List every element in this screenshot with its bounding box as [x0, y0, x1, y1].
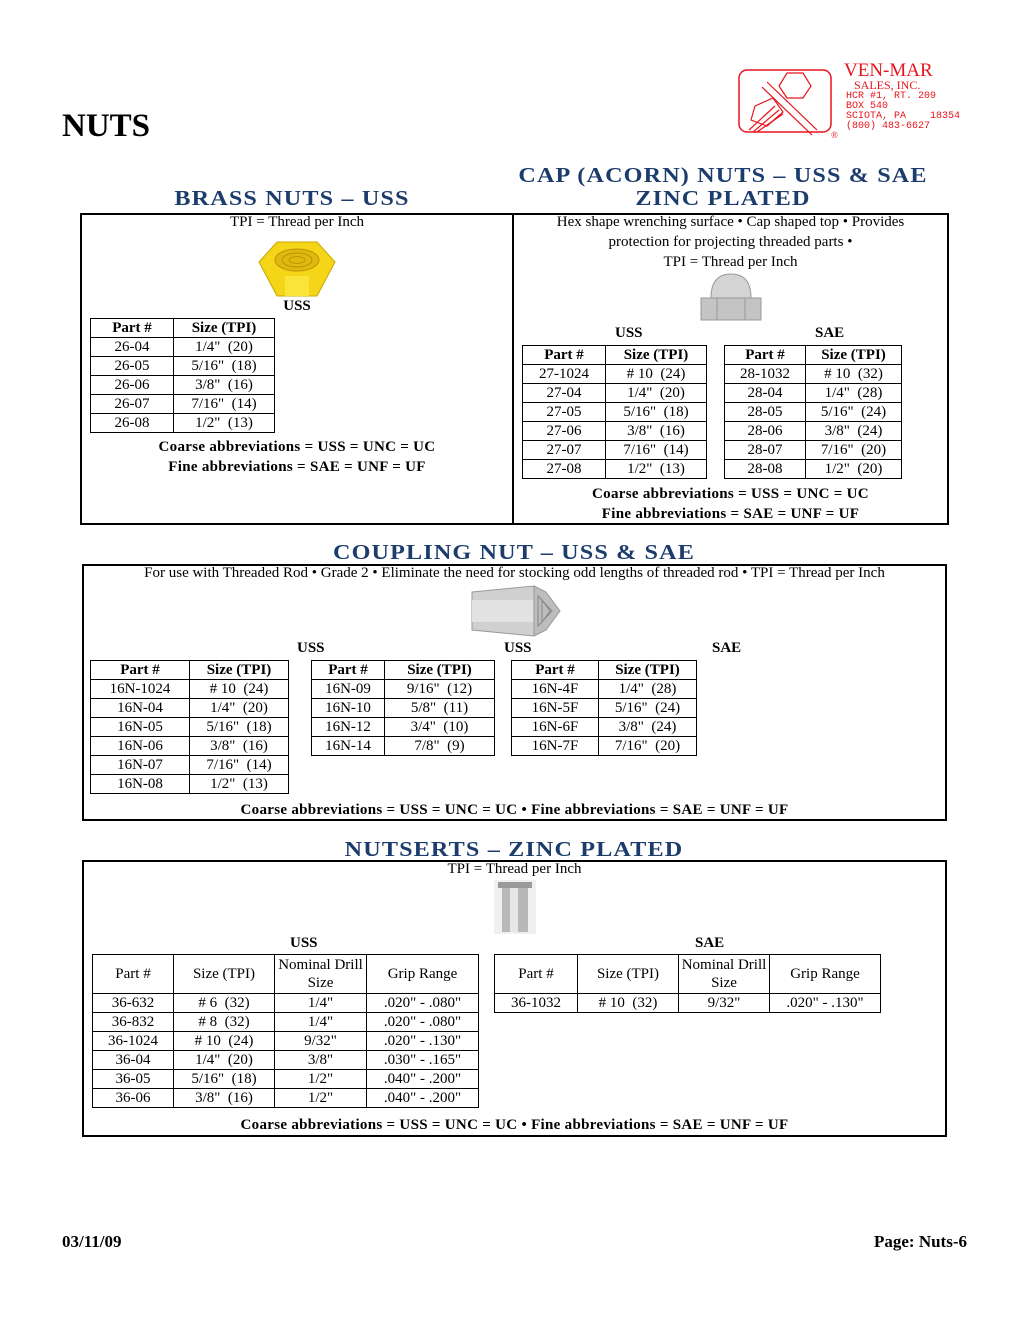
- table-row: [91, 699, 289, 718]
- table-cell: 16N-7F: [512, 737, 599, 756]
- table-cell: 16N-6F: [512, 718, 599, 737]
- table-cell: 16N-09: [312, 680, 385, 699]
- table-cell: 7/8" (9): [385, 737, 495, 756]
- brass-fine-note: Fine abbreviations = SAE = UNF = UF: [168, 459, 426, 475]
- cap-coarse-note: Coarse abbreviations = USS = UNC = UC: [592, 486, 869, 502]
- table-cell: 3/4" (10): [385, 718, 495, 737]
- header-row: [93, 955, 479, 994]
- header-row: [495, 955, 881, 994]
- table-row: [512, 680, 697, 699]
- table-cell: 27-06: [523, 422, 606, 441]
- cap-uss-label: USS: [615, 325, 643, 341]
- table-cell: 36-1032: [495, 994, 578, 1013]
- column-header: Size (TPI): [190, 661, 289, 680]
- table-row: [91, 775, 289, 794]
- coupling-nut-image: [470, 584, 562, 638]
- table-cell: # 10 (32): [806, 365, 902, 384]
- table-cell: 7/16" (14): [174, 395, 275, 414]
- table-cell: 28-1032: [725, 365, 806, 384]
- header-row: [725, 346, 902, 365]
- coupling-abbr-note: Coarse abbreviations = USS = UNC = UC • Fine abbreviations = SAE = UNF = UF: [240, 802, 789, 818]
- table-row: [312, 680, 495, 699]
- table-cell: 28-04: [725, 384, 806, 403]
- table-cell: 3/8" (24): [806, 422, 902, 441]
- table-cell: 36-832: [93, 1013, 174, 1032]
- table-row: [93, 1089, 479, 1108]
- cap-desc-line3: TPI = Thread per Inch: [663, 254, 798, 270]
- column-header: Size (TPI): [806, 346, 902, 365]
- logo-name: VEN-MAR: [844, 60, 933, 81]
- column-header: Part #: [93, 955, 174, 994]
- table-cell: 36-1024: [93, 1032, 174, 1051]
- nutserts-sae-label: SAE: [695, 935, 725, 951]
- coupling-label-sae: SAE: [712, 640, 742, 656]
- table-cell: .020" - .130": [367, 1032, 479, 1051]
- table-cell: 26-06: [91, 376, 174, 395]
- table-row: [725, 403, 902, 422]
- table-cell: 1/4" (28): [806, 384, 902, 403]
- table-cell: 26-08: [91, 414, 174, 433]
- coupling-table-3: [511, 660, 697, 756]
- cap-sae-table: [724, 345, 902, 479]
- table-row: [523, 422, 707, 441]
- coupling-desc: For use with Threaded Rod • Grade 2 • Eliminate the need for stocking odd lengths of threaded rod • TPI = Thread per Inch: [144, 565, 885, 581]
- table-row: [91, 357, 275, 376]
- table-row: [93, 1032, 479, 1051]
- table-row: [91, 338, 275, 357]
- cap-desc-line2: protection for projecting threaded parts •: [608, 234, 853, 250]
- table-cell: .040" - .200": [367, 1089, 479, 1108]
- table-row: [91, 737, 289, 756]
- table-cell: 7/16" (14): [190, 756, 289, 775]
- table-cell: .030" - .165": [367, 1051, 479, 1070]
- table-cell: 27-08: [523, 460, 606, 479]
- table-row: [93, 1051, 479, 1070]
- cap-heading-line1: CAP (ACORN) NUTS – USS & SAE: [518, 163, 928, 187]
- table-cell: 5/16" (24): [806, 403, 902, 422]
- coupling-label-uss-1: USS: [297, 640, 325, 656]
- table-row: [523, 460, 707, 479]
- table-row: [725, 384, 902, 403]
- table-cell: .020" - .130": [770, 994, 881, 1013]
- table-cell: # 10 (24): [190, 680, 289, 699]
- coupling-heading: COUPLING NUT – USS & SAE: [333, 540, 695, 564]
- table-cell: 16N-14: [312, 737, 385, 756]
- logo-line3: BOX 540: [846, 101, 889, 112]
- brass-image-label: USS: [283, 298, 311, 314]
- footer-date: 03/11/09: [62, 1232, 122, 1251]
- acorn-nut-image: [699, 272, 763, 322]
- table-cell: 36-05: [93, 1070, 174, 1089]
- column-header: Size (TPI): [599, 661, 697, 680]
- table-row: [523, 441, 707, 460]
- brass-coarse-note: Coarse abbreviations = USS = UNC = UC: [158, 439, 436, 455]
- table-cell: 28-05: [725, 403, 806, 422]
- table-cell: 16N-08: [91, 775, 190, 794]
- table-cell: 3/8" (16): [174, 376, 275, 395]
- table-cell: 5/16" (18): [174, 357, 275, 376]
- table-row: [725, 422, 902, 441]
- header-row: [512, 661, 697, 680]
- table-cell: 1/2" (13): [190, 775, 289, 794]
- nutsert-image: [494, 880, 536, 934]
- column-header: Part #: [512, 661, 599, 680]
- table-cell: 16N-1024: [91, 680, 190, 699]
- table-cell: 16N-4F: [512, 680, 599, 699]
- table-cell: 36-632: [93, 994, 174, 1013]
- table-cell: .020" - .080": [367, 994, 479, 1013]
- table-cell: # 8 (32): [174, 1013, 275, 1032]
- column-header: Part #: [91, 661, 190, 680]
- table-cell: 27-1024: [523, 365, 606, 384]
- table-cell: 1/4" (20): [174, 338, 275, 357]
- bolt-logo-icon: [737, 68, 837, 144]
- table-cell: 16N-04: [91, 699, 190, 718]
- cap-fine-note: Fine abbreviations = SAE = UNF = UF: [601, 506, 860, 522]
- table-cell: 36-06: [93, 1089, 174, 1108]
- svg-text:®: ®: [831, 130, 838, 140]
- table-row: [93, 1070, 479, 1089]
- table-row: [523, 384, 707, 403]
- table-row: [312, 737, 495, 756]
- column-header: Size (TPI): [606, 346, 707, 365]
- nutserts-sae-table: [494, 954, 881, 1013]
- table-cell: 1/2": [275, 1089, 367, 1108]
- table-row: [91, 395, 275, 414]
- brass-table: [90, 318, 275, 433]
- table-row: [91, 680, 289, 699]
- column-header: Part #: [725, 346, 806, 365]
- logo-line1: SALES, INC.: [854, 78, 921, 92]
- cap-uss-table: [522, 345, 707, 479]
- table-row: [512, 718, 697, 737]
- table-cell: 28-08: [725, 460, 806, 479]
- table-cell: 9/16" (12): [385, 680, 495, 699]
- brass-nut-image: [257, 240, 337, 298]
- table-row: [91, 718, 289, 737]
- table-cell: 3/8" (24): [599, 718, 697, 737]
- column-header: Part #: [495, 955, 578, 994]
- logo-line4: SCIOTA, PA 18354: [846, 111, 961, 122]
- table-cell: 16N-07: [91, 756, 190, 775]
- table-cell: .020" - .080": [367, 1013, 479, 1032]
- nutserts-uss-label: USS: [290, 935, 318, 951]
- column-header: Grip Range: [770, 955, 881, 994]
- table-row: [725, 460, 902, 479]
- table-cell: 3/8" (16): [190, 737, 289, 756]
- table-cell: 1/4": [275, 1013, 367, 1032]
- table-row: [93, 994, 479, 1013]
- table-cell: .040" - .200": [367, 1070, 479, 1089]
- table-cell: 26-05: [91, 357, 174, 376]
- table-row: [512, 699, 697, 718]
- table-cell: 28-06: [725, 422, 806, 441]
- table-cell: 28-07: [725, 441, 806, 460]
- footer-page: Page: Nuts-6: [873, 1232, 967, 1251]
- table-cell: # 6 (32): [174, 994, 275, 1013]
- table-row: [312, 718, 495, 737]
- table-cell: 27-05: [523, 403, 606, 422]
- cap-desc-line1: Hex shape wrenching surface • Cap shaped top • Provides: [556, 214, 905, 230]
- table-cell: 7/16" (14): [606, 441, 707, 460]
- table-cell: 1/4" (28): [599, 680, 697, 699]
- table-cell: 27-04: [523, 384, 606, 403]
- table-cell: 36-04: [93, 1051, 174, 1070]
- table-cell: 1/2" (20): [806, 460, 902, 479]
- nutserts-heading: NUTSERTS – ZINC PLATED: [344, 837, 684, 861]
- table-cell: 1/2" (13): [174, 414, 275, 433]
- nutserts-uss-table: [92, 954, 479, 1108]
- table-cell: 5/8" (11): [385, 699, 495, 718]
- logo-line5: (800) 483-6627: [846, 121, 931, 132]
- table-cell: 1/2": [275, 1070, 367, 1089]
- table-cell: 1/4" (20): [606, 384, 707, 403]
- table-cell: 16N-10: [312, 699, 385, 718]
- table-cell: 5/16" (18): [174, 1070, 275, 1089]
- logo-line2: HCR #1, RT. 209: [846, 91, 937, 102]
- table-cell: 7/16" (20): [806, 441, 902, 460]
- table-row: [725, 441, 902, 460]
- table-cell: 5/16" (18): [606, 403, 707, 422]
- cap-sae-label: SAE: [815, 325, 845, 341]
- table-cell: 9/32": [679, 994, 770, 1013]
- table-row: [91, 376, 275, 395]
- nutserts-tpi-note: TPI = Thread per Inch: [447, 861, 582, 877]
- cap-heading-line2: ZINC PLATED: [635, 186, 811, 210]
- page-title: NUTS: [62, 108, 151, 144]
- nutserts-abbr-note: Coarse abbreviations = USS = UNC = UC • Fine abbreviations = SAE = UNF = UF: [240, 1117, 789, 1133]
- table-row: [725, 365, 902, 384]
- brass-heading: BRASS NUTS – USS: [174, 186, 410, 210]
- table-row: [91, 414, 275, 433]
- coupling-table-2: [311, 660, 495, 756]
- table-cell: 3/8": [275, 1051, 367, 1070]
- coupling-label-uss-2: USS: [504, 640, 532, 656]
- column-header: Size (TPI): [578, 955, 679, 994]
- table-cell: 9/32": [275, 1032, 367, 1051]
- table-cell: 16N-5F: [512, 699, 599, 718]
- column-header: Size (TPI): [385, 661, 495, 680]
- column-header: Grip Range: [367, 955, 479, 994]
- logo: [737, 60, 959, 140]
- table-row: [495, 994, 881, 1013]
- coupling-table-1: [90, 660, 289, 794]
- brass-tpi-note: TPI = Thread per Inch: [230, 214, 364, 230]
- table-cell: 3/8" (16): [606, 422, 707, 441]
- table-cell: 1/4" (20): [190, 699, 289, 718]
- table-cell: # 10 (24): [606, 365, 707, 384]
- column-header: Nominal Drill Size: [679, 955, 770, 994]
- table-row: [91, 756, 289, 775]
- table-cell: 5/16" (24): [599, 699, 697, 718]
- table-cell: 16N-12: [312, 718, 385, 737]
- table-cell: 16N-06: [91, 737, 190, 756]
- table-cell: # 10 (24): [174, 1032, 275, 1051]
- table-row: [512, 737, 697, 756]
- header-row: [91, 661, 289, 680]
- header-row: [523, 346, 707, 365]
- table-cell: 7/16" (20): [599, 737, 697, 756]
- table-cell: 26-04: [91, 338, 174, 357]
- column-header: Nominal Drill Size: [275, 955, 367, 994]
- table-cell: 16N-05: [91, 718, 190, 737]
- table-cell: 27-07: [523, 441, 606, 460]
- column-header: Size (TPI): [174, 319, 275, 338]
- header-row: [312, 661, 495, 680]
- table-cell: 1/4": [275, 994, 367, 1013]
- table-row: [93, 1013, 479, 1032]
- table-cell: 1/4" (20): [174, 1051, 275, 1070]
- column-header: Part #: [312, 661, 385, 680]
- table-cell: 1/2" (13): [606, 460, 707, 479]
- table-row: [523, 403, 707, 422]
- table-cell: 26-07: [91, 395, 174, 414]
- table-row: [523, 365, 707, 384]
- header-row: [91, 319, 275, 338]
- column-header: Part #: [523, 346, 606, 365]
- table-cell: # 10 (32): [578, 994, 679, 1013]
- table-cell: 3/8" (16): [174, 1089, 275, 1108]
- column-header: Size (TPI): [174, 955, 275, 994]
- table-cell: 5/16" (18): [190, 718, 289, 737]
- column-header: Part #: [91, 319, 174, 338]
- table-row: [312, 699, 495, 718]
